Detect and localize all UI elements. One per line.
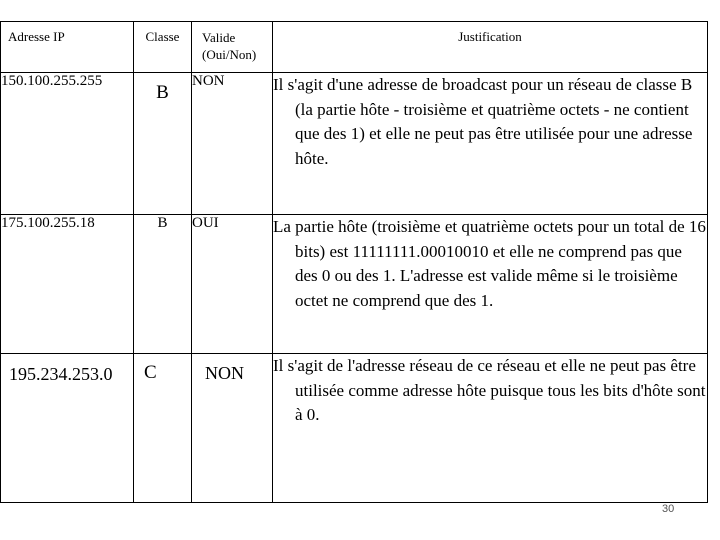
header-valide-line2: (Oui/Non): [202, 47, 257, 62]
justification-text: Il s'agit d'une adresse de broadcast pour un réseau de classe B (la partie hôte - troisième et quatrième octets - ne contient que des 1) et elle ne peut pas être utilisée pour une adresse hôte.: [273, 75, 693, 168]
cell-classe: C: [134, 354, 192, 503]
cell-ip: 175.100.255.18: [1, 215, 134, 354]
cell-valide: NON: [192, 73, 273, 215]
table-row: [1, 354, 708, 503]
cell-justification: [273, 215, 708, 354]
cell-classe: B: [134, 73, 192, 215]
cell-justification: [273, 73, 708, 215]
header-classe: Classe: [134, 22, 192, 73]
table-row: [1, 215, 708, 354]
cell-valide: OUI: [192, 215, 273, 354]
cell-ip: 150.100.255.255: [1, 73, 134, 215]
cell-classe: B: [134, 215, 192, 354]
page-number: 30: [662, 503, 675, 515]
table-header-row: [1, 22, 708, 73]
cell-justification: [273, 354, 708, 503]
ip-address-table: [0, 21, 708, 503]
cell-ip: 195.234.253.0: [1, 354, 134, 503]
table-row: [1, 73, 708, 215]
justification-text: Il s'agit de l'adresse réseau de ce réseau et elle ne peut pas être utilisée comme adresse hôte puisque tous les bits d'hôte sont à 0.: [273, 356, 706, 424]
header-justification: Justification: [273, 22, 708, 73]
cell-valide: NON: [192, 354, 273, 503]
header-valide-line1: Valide: [202, 30, 236, 45]
header-ip: Adresse IP: [1, 22, 134, 73]
justification-text: La partie hôte (troisième et quatrième octets pour un total de 16 bits) est 11111111.00010010 et elle ne comprend pas que des 0 ou des 1. L'adresse est valide même si le troisième octet ne comprend que des 1.: [273, 217, 706, 310]
header-valide: [192, 22, 273, 73]
